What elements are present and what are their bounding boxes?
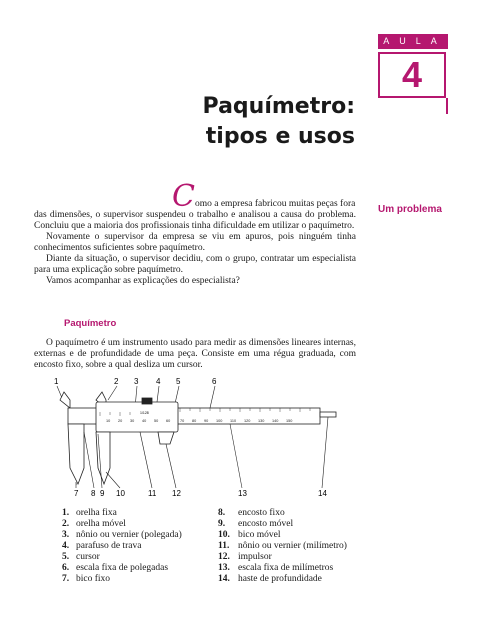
legend-item: 9. encosto móvel [218, 519, 294, 529]
vernier-label: 1/128 [140, 411, 149, 415]
caliper-body [60, 392, 336, 484]
svg-text:70: 70 [180, 419, 185, 423]
svg-text:150: 150 [286, 419, 293, 423]
svg-text:20: 20 [118, 419, 123, 423]
thumb-impulsor [158, 432, 174, 444]
section-title-paquimetro: Paquímetro [64, 318, 117, 329]
legend-left [62, 508, 182, 585]
intro-first-line: omo a empresa fabricou muitas peças fora [194, 199, 356, 209]
callout-12: 12 [172, 489, 181, 498]
depth-rod [320, 412, 336, 417]
side-label-um-problema: Um problema [378, 204, 442, 215]
title-line-2: tipos e usos [205, 124, 355, 149]
movable-lower-jaw [96, 432, 110, 484]
legend-item: 1. orelha fixa [62, 508, 117, 518]
svg-text:140: 140 [272, 419, 279, 423]
callout-13: 13 [238, 489, 247, 498]
callout-14: 14 [318, 489, 327, 498]
svg-text:60: 60 [166, 419, 171, 423]
legend-item: 13. escala fixa de milímetros [218, 563, 334, 573]
fixed-lower-jaw [68, 424, 84, 484]
callout-2: 2 [114, 377, 119, 386]
lock-screw [142, 398, 152, 404]
svg-text:120: 120 [244, 419, 251, 423]
svg-text:90: 90 [204, 419, 209, 423]
svg-text:80: 80 [192, 419, 197, 423]
intro-p1-rest: das dimensões, o supervisor suspendeu o trabalho e analisou a causa do problema. Concluiu que a maioria dos profissionais tinha dificuldade em utilizar o paquímetro. [34, 210, 356, 231]
legend-item: 3. nônio ou vernier (polegada) [62, 530, 182, 540]
callout-4: 4 [156, 377, 161, 386]
fixed-upper-jaw [60, 392, 70, 408]
dropcap-letter: C [172, 179, 195, 214]
section-paragraph: O paquímetro é um instrumento usado para medir as dimensões lineares internas, externas e de profundidade de uma peça. Consiste em uma régua graduada, com encosto fixo, sobre a qual desliza um cursor. [34, 338, 356, 370]
svg-text:130: 130 [258, 419, 265, 423]
intro-p3: Diante da situação, o supervisor decidiu, com o grupo, contratar um especialista para uma explicação sobre paquímetro. [34, 254, 356, 275]
lesson-number: 4 [401, 54, 423, 95]
callout-5: 5 [176, 377, 181, 386]
callout-1: 1 [54, 377, 59, 386]
aula-label: AULA [383, 36, 447, 46]
cursor-slider [96, 402, 178, 432]
svg-text:30: 30 [130, 419, 135, 423]
svg-text:110: 110 [230, 419, 237, 423]
intro-paragraph-1 [34, 179, 356, 287]
legend-item: 11. nônio ou vernier (milímetro) [218, 541, 347, 551]
legend-right [218, 508, 347, 585]
callout-8: 8 [91, 489, 96, 498]
callout-3: 3 [134, 377, 139, 386]
caliper-diagram [40, 372, 340, 500]
svg-text:100: 100 [216, 419, 223, 423]
intro-p4: Vamos acompanhar as explicações do especialista? [46, 276, 240, 286]
legend-item: 2. orelha móvel [62, 519, 126, 529]
callout-11: 11 [148, 489, 157, 498]
svg-text:40: 40 [142, 419, 147, 423]
legend-item: 7. bico fixo [62, 574, 111, 584]
legend-item: 14. haste de profundidade [218, 574, 322, 584]
svg-text:50: 50 [154, 419, 159, 423]
callout-10: 10 [116, 489, 125, 498]
legend-item: 4. parafuso de trava [62, 541, 142, 551]
page-title [150, 92, 355, 152]
intro-p2: Novamente o supervisor da empresa se viu em apuros, pois ninguém tinha conhecimentos suficientes sobre paquímetro. [34, 232, 356, 253]
legend-item: 5. cursor [62, 552, 100, 562]
legend-item: 8. encosto fixo [218, 508, 285, 518]
legend-item: 12. impulsor [218, 552, 272, 562]
svg-text:10: 10 [106, 419, 111, 423]
callout-7: 7 [74, 489, 79, 498]
accent-divider [446, 98, 448, 114]
legend-item: 10. bico móvel [218, 530, 281, 540]
callout-6: 6 [212, 377, 217, 386]
legend-item: 6. escala fixa de polegadas [62, 563, 169, 573]
callout-9: 9 [100, 489, 105, 498]
title-line-1: Paquímetro: [202, 94, 355, 119]
